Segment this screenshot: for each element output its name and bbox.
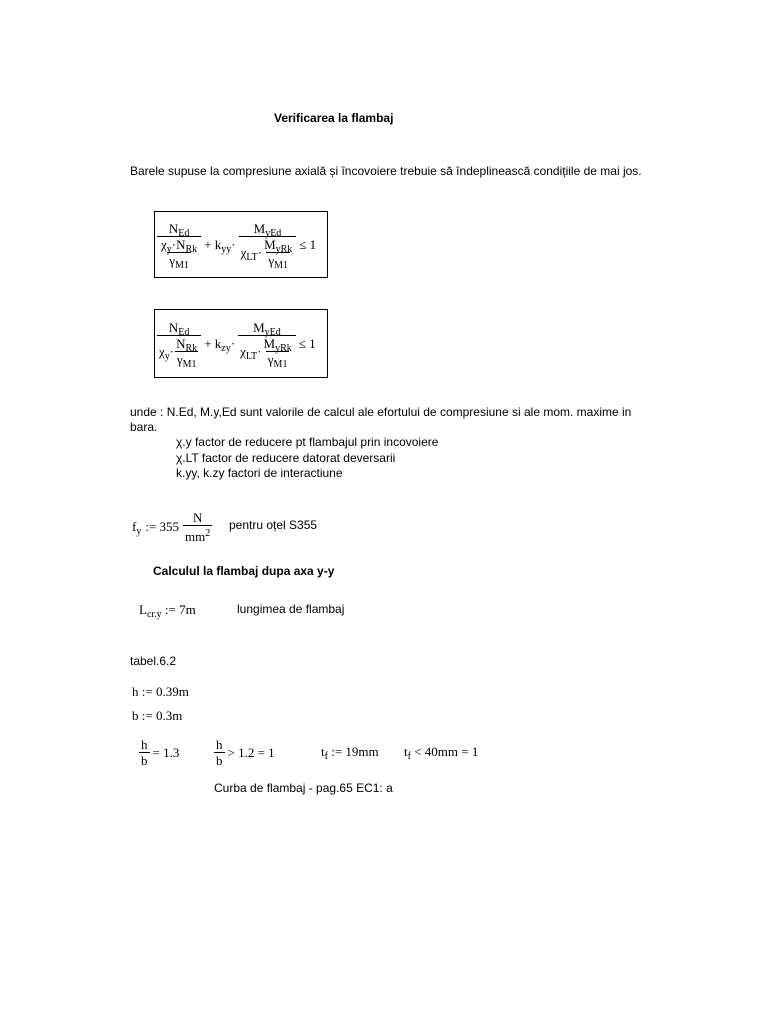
tf-def-lhs: t	[321, 744, 325, 759]
formula1-chilt-sub: LT	[246, 252, 258, 263]
formula1-gamma-2: γ	[268, 253, 275, 268]
formula2-plus-k: + $k_{zy}\cdot$	[204, 335, 236, 354]
ratio2-num: h	[216, 737, 223, 752]
tf-check	[404, 744, 478, 760]
formula1-gamma-sub: M1	[175, 260, 189, 271]
formula2-gamma-sub: M1	[182, 359, 197, 370]
formula2-myed-sub: yEd	[264, 327, 281, 338]
ratio-hb-1	[139, 737, 179, 768]
where-line-4: k.yy, k.zy factori de interactiune	[176, 466, 343, 480]
tf-def-lhs-sub: f	[324, 751, 328, 762]
formula2-gamma-2: γ	[267, 352, 274, 367]
where-line-2: χ.y factor de reducere pt flambajul prin incovoiere	[176, 435, 439, 449]
formula2-leq: ≤ 1	[298, 335, 316, 351]
fy-unit-den-sup: 2	[205, 528, 211, 539]
section-title: Calculul la flambaj dupa axa y-y	[153, 564, 335, 578]
formula1-nrk: N	[176, 237, 186, 252]
where-line-3: χ.LT factor de reducere datorat deversarii	[176, 451, 396, 465]
formula2-myrk: M	[263, 336, 276, 351]
ratio1-den: b	[141, 753, 148, 768]
formula1-plus-k: + $k_{yy}\cdot$	[204, 236, 236, 255]
formula1-left-fraction: $\frac{N_{Ed}}{\frac{\chi_y\cdot N_{Rk}}{\gamma_{M1}}}$	[157, 221, 201, 268]
lcr-lhs-sub: cr.y	[146, 609, 162, 620]
tf-check-rhs: < 40mm = 1	[414, 744, 479, 759]
formula1-k-sub: yy	[221, 243, 232, 255]
formula2-chi: χ	[159, 344, 165, 359]
formula2-gamma-sub-2: M1	[273, 359, 288, 370]
fy-definition	[132, 510, 212, 544]
formula2-myed: M	[253, 320, 265, 335]
formula2-chilt-sub: LT	[245, 351, 258, 362]
fy-lhs: f	[132, 519, 137, 534]
formula2-ned: N	[168, 320, 179, 335]
tf-check-lhs: t	[404, 744, 408, 759]
fy-unit-den: mm	[185, 529, 206, 544]
tf-definition	[321, 744, 379, 760]
formula2-right-fraction: $M_{yEd}$ $\chi_{LT}\cdot$ $\frac{M_{yRk}}{\gamma_{M1}}$	[238, 320, 296, 367]
formula2-k-sub: zy	[221, 342, 231, 354]
lcr-note: lungimea de flambaj	[237, 602, 345, 616]
ratio1-rhs: = 1.3	[152, 744, 180, 760]
formula1-myrk-sub: yRk	[275, 244, 293, 255]
formula1-right-fraction: $M_{yEd}$ $\chi_{LT}\cdot$ $\frac{M_{yRk}}{\gamma_{M1}}$	[239, 221, 297, 268]
ratio-hb-2	[214, 737, 275, 768]
lcr-definition	[139, 602, 196, 618]
formula2-ned-sub: Ed	[178, 327, 190, 338]
formula2-chi-sub: y	[164, 351, 170, 362]
formula-box-1	[154, 211, 328, 278]
table-reference: tabel.6.2	[130, 654, 177, 668]
formula-box-2	[154, 309, 328, 378]
formula2-nrk: N	[176, 336, 186, 351]
formula1-nrk-sub: Rk	[185, 244, 198, 255]
ratio1-num: h	[141, 737, 148, 752]
formula1-gamma-sub-2: M1	[274, 260, 288, 271]
ratio2-den: b	[216, 753, 223, 768]
formula1-chi-sub: y	[166, 244, 172, 255]
lcr-assign: := 7m	[164, 602, 196, 617]
h-definition: h := 0.39m	[132, 684, 189, 699]
fy-note: pentru oțel S355	[229, 518, 318, 532]
ratio2-rhs: > 1.2 = 1	[227, 744, 275, 760]
formula1-myed: M	[253, 221, 266, 236]
formula1-myed-sub: yEd	[265, 228, 282, 239]
fy-unit-fraction	[183, 510, 212, 544]
ratio1-fraction	[139, 737, 150, 768]
formula1-gamma: γ	[169, 253, 176, 268]
where-line-1: unde : N.Ed, M.y,Ed sunt valorile de calcul ale efortului de compresiune si ale mom. maxime in bara.	[130, 405, 632, 434]
fy-lhs-sub: y	[136, 526, 142, 537]
formula1-chi: χ	[161, 237, 167, 252]
tf-def-rhs: := 19mm	[331, 744, 379, 759]
formula1-chilt: χ	[240, 245, 247, 260]
ratio2-fraction	[214, 737, 225, 768]
formula1-ned-sub: Ed	[178, 228, 190, 239]
b-definition: b := 0.3m	[132, 708, 183, 723]
fy-unit-num: N	[192, 510, 203, 525]
formula1-myrk: M	[264, 237, 276, 252]
page-title: Verificarea la flambaj	[274, 111, 394, 125]
tf-check-lhs-sub: f	[407, 751, 411, 762]
lcr-lhs: L	[139, 602, 147, 617]
formula2-plus: + k	[204, 335, 222, 351]
buckling-curve-note: Curba de flambaj - pag.65 EC1: a	[214, 781, 393, 795]
formula2-chilt: χ	[240, 344, 246, 359]
formula2-left-fraction: $N_{Ed}$ $\chi_y\cdot$ $\frac{N_{Rk}}{\gamma_{M1}}$	[157, 320, 201, 367]
formula1-plus: + k	[204, 236, 222, 252]
formula1-leq: ≤ 1	[299, 236, 317, 252]
formula2-myrk-sub: yRk	[275, 343, 292, 354]
fy-assign: := 355	[145, 519, 180, 534]
formula1-ned: N	[168, 221, 179, 236]
intro-paragraph: Barele supuse la compresiune axială și încovoiere trebuie să îndeplinească condițiile de mai jos.	[130, 164, 642, 178]
formula2-nrk-sub: Rk	[185, 343, 198, 354]
formula2-gamma: γ	[176, 352, 183, 367]
